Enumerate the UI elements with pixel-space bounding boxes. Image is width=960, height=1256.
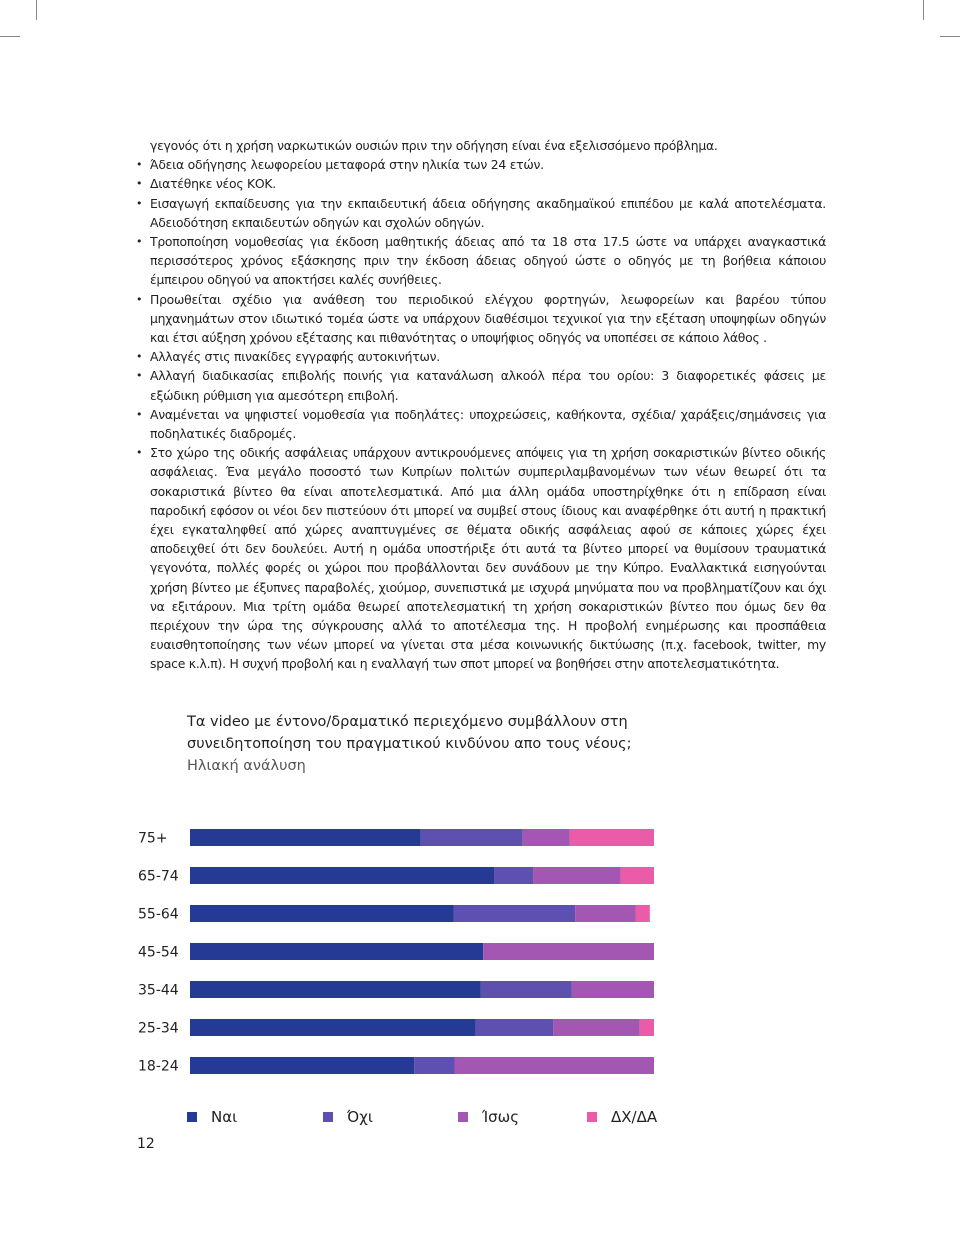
legend-swatch-yes	[187, 1112, 197, 1122]
category-label: 18-24	[138, 1058, 179, 1075]
legend-item-yes	[187, 1108, 237, 1126]
bar-segment-yes	[190, 1019, 476, 1036]
bar-segment-no	[476, 1019, 553, 1036]
bar-segment-maybe	[575, 905, 636, 922]
legend-item-dk	[587, 1108, 657, 1126]
bar-segment-maybe	[533, 867, 620, 884]
bar-segment-maybe	[523, 829, 570, 846]
category-label: 75+	[138, 830, 168, 847]
legend-label-no: Όχι	[347, 1108, 373, 1126]
bar-segment-maybe	[553, 1019, 639, 1036]
list-item: • Αλλαγές στις πινακίδες εγγραφής αυτοκινήτων.	[136, 347, 826, 366]
chart-subtitle: Ηλιακή ανάλυση	[187, 758, 306, 774]
chart-title-line-2: συνειδητοποίηση του πραγματικού κινδύνου απο τους νέους;	[187, 736, 632, 752]
list-item: • Εισαγωγή εκπαίδευσης για την εκπαιδευτική άδεια οδήγησης ακαδημαϊκού επιπέδου με καλά αποτελέσματα. Αδειοδότηση εκπαιδευτών οδηγών και σχολών οδηγών.	[136, 194, 826, 232]
list-item: • Στο χώρο της οδικής ασφάλειας υπάρχουν αντικρουόμενες απόψεις για τη χρήση σοκαριστικών βίντεο οδικής ασφάλειας. Ένα μεγάλο ποσοστό των Κυπρίων πολιτών συμπεριλαμβανομένων των νέων θεωρεί ότι τα σοκαριστικά βίντεο θα είναι αποτελεσματικά. Από μια άλλη ομάδα υποστηρίχθηκε ότι η επίδραση είναι παροδική εφόσον οι νέοι δεν πιστεύουν ότι μπορεί να συμβεί στους ίδιους και αναφέρθηκε ότι αυτή η πρακτική έχει εγκαταληφθεί από χώρες αναπτυγμένες σε θέματα οδικής ασφάλειας αφού σε κάποιες χώρες έχει αποδειχθεί ότι δεν δουλεύει. Αυτή η ομάδα υποστήριξε ότι αυτά τα βίντεο μπορεί να θυμίσουν τραυματικά γεγονότα, πολλές φορές οι χώροι που προβάλλονται δεν συνάδουν με την Κύπρο. Εναλλακτικά εισηγούνται χρήση βίντεο με έξυπνες παραβολές, χιούμορ, συνεπιστικά με ισχυρά μηνύματα που να προβληματίζουν και όχι να εξιτάρουν. Μια τρίτη ομάδα θεωρεί αποτελεσματική τη χρήση σοκαριστικών βίντεο που όμως δεν θα περιέχουν την ώρα της σύγκρουσης αλλά το αποτέλεσμα της. Η προβολή ενημέρωσης και προσπάθεια ευαισθητοποίησης των νέων μπορεί να γίνεται στα μέσα κοινωνικής δικτύωσης (π.χ. facebook, twitter, my space κ.λ.π). Η συχνή προβολή και η εναλλαγή των σποτ μπορεί να βοηθήσει στην αποτελεσματικότητα.	[136, 443, 826, 673]
bar-segment-maybe	[572, 981, 654, 998]
list-item: • Προωθείται σχέδιο για ανάθεση του περιοδικού ελέγχου φορτηγών, λεωφορείων και βαρέου τύπου μηχανημάτων στον ιδιωτικό τομέα ώστε να υπάρχουν διαθέσιμοι τεχνικοί για την εξέταση υποψηφίων οδηγών και έτσι αύξηση χρόνου εξέτασης και πιθανότητας ο υποψήφιος οδηγός να υποπέσει σε κάποιο λάθος .	[136, 290, 826, 348]
list-item: • Διατέθηκε νέος ΚΟΚ.	[136, 174, 826, 193]
bar-segment-no	[480, 981, 571, 998]
category-label: 25-34	[138, 1020, 179, 1037]
list-item: • Άδεια οδήγησης λεωφορείου μεταφορά στην ηλικία των 24 ετών.	[136, 155, 826, 174]
legend-label-maybe: Ίσως	[482, 1108, 519, 1126]
category-label: 35-44	[138, 982, 179, 999]
legend-item-maybe	[458, 1108, 519, 1126]
bar-segment-yes	[190, 981, 480, 998]
category-label: 65-74	[138, 868, 179, 885]
legend-item-no	[323, 1108, 373, 1126]
bar-segment-dk	[621, 867, 654, 884]
bar-segment-no	[414, 1057, 454, 1074]
chart-title-line-1: Τα video με έντονο/δραματικό περιεχόμενο συμβάλλουν στη	[187, 714, 628, 730]
category-label: 45-54	[138, 944, 179, 961]
category-label: 55-64	[138, 906, 179, 923]
bar-segment-maybe	[454, 1057, 654, 1074]
list-item: • Αλλαγή διαδικασίας επιβολής ποινής για κατανάλωση αλκοόλ πέρα του ορίου: 3 διαφορετικές φάσεις με εξώδικη ρύθμιση για αμεσότερη επιβολή.	[136, 366, 826, 404]
bar-segment-dk	[570, 829, 654, 846]
bar-segment-dk	[636, 905, 650, 922]
list-item: • Τροποποίηση νομοθεσίας για έκδοση μαθητικής άδειας από τα 18 στα 17.5 ώστε να υπάρχει αναγκαστικά περισσότερος χρόνος εξάσκησης πριν την έκδοση άδειας οδηγού ώστε ο οδηγός με τη βοήθεια κάποιου έμπειρου οδηγού να αποκτήσει καλές συνήθειες.	[136, 232, 826, 290]
legend-swatch-dk	[587, 1112, 597, 1122]
bar-segment-yes	[190, 867, 494, 884]
list-item: • Αναμένεται να ψηφιστεί νομοθεσία για ποδηλάτες: υποχρεώσεις, καθήκοντα, σχέδια/ χαράξεις/σημάνσεις για ποδηλατικές διαδρομές.	[136, 405, 826, 443]
bar-segment-yes	[190, 1057, 414, 1074]
legend-label-yes: Ναι	[211, 1108, 238, 1126]
bar-segment-yes	[190, 829, 421, 846]
bar-segment-no	[494, 867, 533, 884]
continuation-line: γεγονός ότι η χρήση ναρκωτικών ουσιών πριν την οδήγηση είναι ένα εξελισσόμενο πρόβλημα.	[150, 138, 718, 153]
bar-segment-maybe	[483, 943, 654, 960]
chart-legend	[0, 1108, 960, 1130]
bar-segment-no	[454, 905, 576, 922]
bar-segment-no	[421, 829, 523, 846]
bar-segment-dk	[640, 1019, 654, 1036]
legend-swatch-no	[323, 1112, 333, 1122]
bar-segment-yes	[190, 905, 454, 922]
page-number: 12	[137, 1136, 155, 1152]
bar-segment-yes	[190, 943, 483, 960]
legend-swatch-maybe	[458, 1112, 468, 1122]
legend-label-dk: ΔΧ/ΔΑ	[611, 1108, 658, 1126]
